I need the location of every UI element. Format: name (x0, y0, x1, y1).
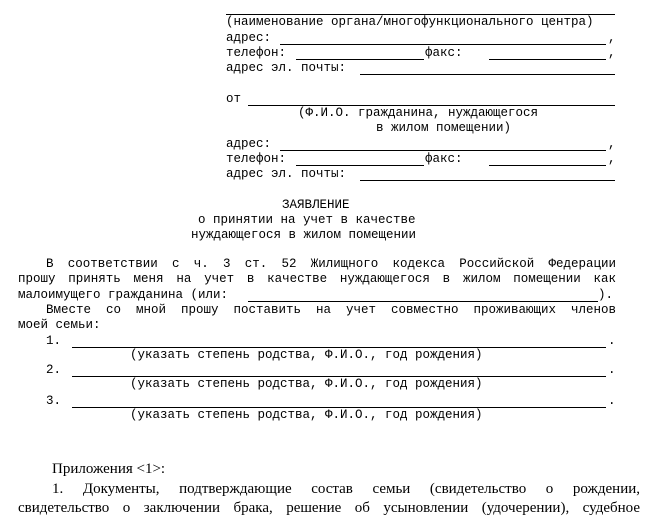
family-period-2: . (608, 363, 616, 377)
phone-label-2: телефон: (226, 152, 287, 166)
fax-field-2[interactable] (489, 165, 606, 166)
phone-field[interactable] (296, 59, 424, 60)
org-caption: (наименование органа/многофункционального центра) (226, 15, 594, 29)
para1-line2: прошу принять меня на учет в качестве нуждающегося в жилом помещении как (18, 272, 616, 286)
fio-caption-1: (Ф.И.О. гражданина, нуждающегося (298, 106, 539, 120)
family-caption-3: (указать степень родства, Ф.И.О., год рождения) (130, 408, 483, 422)
phone-comma: , (608, 46, 616, 60)
fax-label: факс: (425, 46, 463, 60)
address-comma-2: , (608, 137, 616, 151)
fax-field[interactable] (489, 59, 606, 60)
family-period-1: . (608, 334, 616, 348)
para1-line1: В соответствии с ч. 3 ст. 52 Жилищного кодекса Российской Федерации (46, 257, 616, 271)
document-subtitle-2: нуждающегося в жилом помещении (191, 228, 417, 242)
family-caption-1: (указать степень родства, Ф.И.О., год рождения) (130, 348, 483, 362)
email-label: адрес эл. почты: (226, 61, 347, 75)
document-subtitle-1: о принятии на учет в качестве (198, 213, 416, 227)
attachment-item1-line1: 1. Документы, подтверждающие состав семьи (свидетельство о рождении, (52, 481, 640, 497)
para1-line3-start: малоимущего гражданина (или: (18, 288, 229, 302)
family-number-2: 2. (46, 363, 62, 377)
email-label-2: адрес эл. почты: (226, 167, 347, 181)
family-number-3: 3. (46, 394, 62, 408)
attachment-item1-line2: свидетельство о заключении брака, решение об усыновлении (удочерении), судебное (18, 500, 640, 516)
address-field-2[interactable] (280, 150, 606, 151)
phone-field-2[interactable] (296, 165, 424, 166)
family-caption-2: (указать степень родства, Ф.И.О., год рождения) (130, 377, 483, 391)
other-category-field[interactable] (248, 301, 598, 302)
para2-line2: моей семьи: (18, 318, 101, 332)
address-comma: , (608, 31, 616, 45)
fax-label-2: факс: (425, 152, 463, 166)
address-field[interactable] (280, 44, 606, 45)
address-label: адрес: (226, 31, 272, 45)
para1-line3-end: ). (598, 288, 614, 302)
address-label-2: адрес: (226, 137, 272, 151)
fio-caption-2: в жилом помещении) (376, 121, 512, 135)
phone-comma-2: , (608, 152, 616, 166)
para2-line1: Вместе со мной прошу поставить на учет совместно проживающих членов (46, 303, 616, 317)
phone-label: телефон: (226, 46, 287, 60)
from-label: от (226, 92, 242, 106)
attachments-title: Приложения <1>: (52, 461, 166, 477)
family-number-1: 1. (46, 334, 62, 348)
email-field-2[interactable] (360, 180, 615, 181)
document-title: ЗАЯВЛЕНИЕ (282, 198, 350, 212)
email-field[interactable] (360, 74, 615, 75)
family-period-3: . (608, 394, 616, 408)
